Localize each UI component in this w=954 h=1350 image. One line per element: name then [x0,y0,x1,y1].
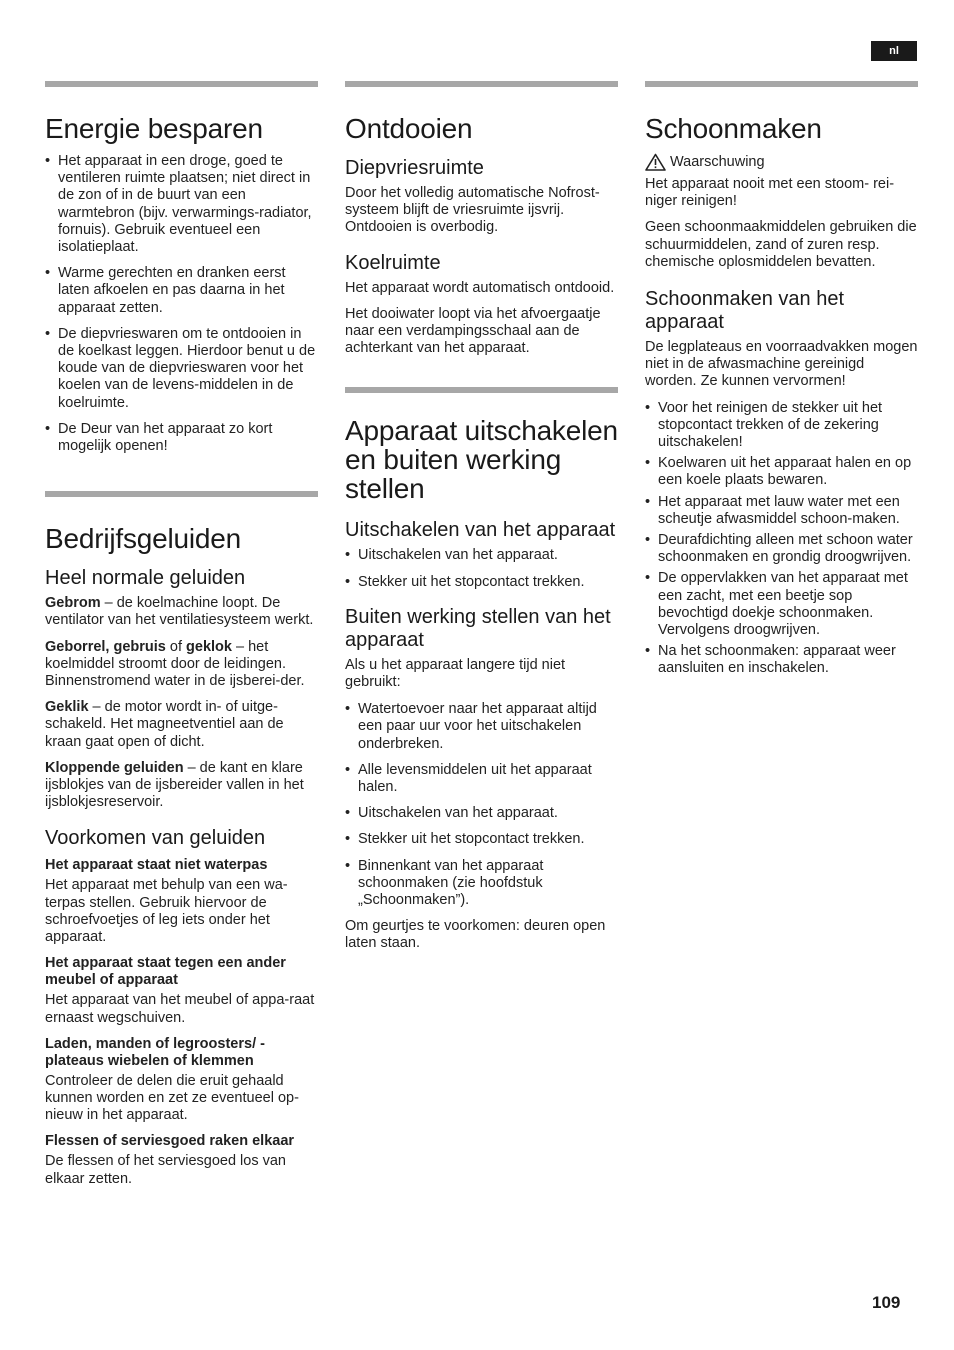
page-number: 109 [872,1293,901,1312]
list-item: • De diepvrieswaren om te ontdooien in de koelkast leggen. Hierdoor benut u de koude van de diepvrieswaren voor het koelen van de levens-middelen in de koelruimte. [45,326,318,412]
list-item: • Het apparaat met lauw water met een scheutje afwasmiddel schoon-maken. [645,494,918,528]
paragraph: Als u het apparaat langere tijd niet gebruikt: [345,656,566,691]
clean-list [645,400,918,678]
paragraph: Het apparaat van het meubel of appa-raat ernaast wegschuiven. [45,992,315,1026]
heading-energie-besparen: Energie besparen [45,113,263,144]
subheading-koelruimte: Koelruimte [345,251,441,274]
list-item: • Stekker uit het stopcontact trekken. [345,831,618,848]
term-gebrom: Gebrom [45,595,101,612]
text: – de kant en klare ijsblokjes van de ijsbereider vallen in het ijsblokjesreservoir. [45,759,304,811]
list-item: • Binnenkant van het apparaat schoonmaken (zie hoofdstuk „Schoonmaken”). [345,858,618,910]
subheading-heel-normale-geluiden: Heel normale geluiden [45,567,246,590]
paragraph: De legplateaus en voorraadvakken mogen niet in de afwasmachine gereinigd worden. Ze kunnen vervormen! [645,339,918,390]
energy-list [45,153,318,455]
warning-triangle-icon [645,153,666,171]
heading-ontdooien: Ontdooien [345,113,473,144]
text: – de koelmachine loopt. De ventilator van het ventilatiesysteem werkt. [45,595,314,629]
list-item: • Watertoevoer naar het apparaat altijd een paar uur voor het uitschakelen onderbreken. [345,701,618,753]
list-item: • Het apparaat in een droge, goed te ventileren ruimte plaatsen; niet direct in de zon of in de buurt van een warmtebron (bijv. verwarmings-radiator, fornuis). Gebruik eventueel een isolatieplaat. [45,153,318,256]
text: of [165,638,187,655]
paragraph: Door het volledig automatische Nofrost-systeem blijft de vriesruimte ijsvrij. Ontdooien is overbodig. [345,185,600,236]
term-geborrel: Geborrel, gebruis [45,638,166,655]
list-item: • Stekker uit het stopcontact trekken. [345,574,618,591]
term-kloppende-geluiden: Kloppende geluiden [45,759,184,776]
paragraph: Controleer de delen die eruit gehaald kunnen worden en zet ze eventueel op-nieuw in het apparaat. [45,1072,299,1124]
heading-bedrijfsgeluiden: Bedrijfsgeluiden [45,523,242,555]
column-left [45,81,318,1188]
paragraph: Het apparaat nooit met een stoom- rei-niger reinigen! [645,176,895,210]
section-rule [645,81,918,87]
paragraph: Het dooiwater loopt via het afvoergaatje naar een verdampingsschaal aan de achterkant van het apparaat. [345,305,601,357]
heading-schoonmaken: Schoonmaken [645,113,822,144]
column-middle [345,81,618,953]
subheading-voorkomen-van-geluiden: Voorkomen van geluiden [45,827,266,850]
paragraph: Het apparaat met behulp van een wa-terpas stellen. Gebruik hiervoor de schroefvoetjes of leg iets onder het apparaat. [45,877,288,946]
subheading-schoonmaken-van-het-apparaat: Schoonmaken van het apparaat [645,288,845,334]
paragraph: Om geurtjes te voorkomen: deuren open laten staan. [345,918,606,952]
section-rule [45,81,318,87]
list-item: • Deurafdichting alleen met schoon water schoonmaken en grondig droogwrijven. [645,532,918,566]
term-geklok: geklok [186,638,232,655]
warning-label: Waarschuwing [670,153,765,170]
paragraph-kloppende-geluiden [45,760,318,812]
subheading-laden-wiebelen: Laden, manden of legroosters/ -plateaus wiebelen of klemmen [45,1035,265,1069]
paragraph-gebrom [45,595,318,629]
subheading-tegen-ander-meubel: Het apparaat staat tegen een ander meubel of apparaat [45,955,286,989]
language-tag: nl [871,41,917,61]
list-item: • Voor het reinigen de stekker uit het stopcontact trekken of de zekering uitschakelen! [645,400,918,452]
list-item: • De Deur van het apparaat zo kort mogelijk openen! [45,421,318,455]
paragraph-geborrel [45,639,318,691]
paragraph: Geen schoonmaakmiddelen gebruiken die schuurmiddelen, zand of zuren resp. chemische oplosmiddelen bevatten. [645,219,917,270]
list-item: • Alle levensmiddelen uit het apparaat halen. [345,762,618,796]
out-list [345,701,618,909]
section-rule [345,81,618,87]
text: – de motor wordt in- of uitge-schakeld. Het magneetventiel aan de kraan gaat open of dicht. [45,699,284,750]
list-item: • Uitschakelen van het apparaat. [345,547,618,564]
heading-apparaat-uitschakelen: Apparaat uitschakelen en buiten werking stellen [345,415,618,505]
list-item: • Na het schoonmaken: apparaat weer aansluiten en inschakelen. [645,643,918,677]
subheading-flessen-raken-elkaar: Flessen of serviesgoed raken elkaar [45,1133,295,1150]
list-item: • Warme gerechten en dranken eerst laten afkoelen en pas daarna in het apparaat zetten. [45,265,318,317]
section-rule [345,387,618,393]
text: – het koelmiddel stroomt door de leidingen. Binnenstromend water in de ijsberei-der. [45,638,305,690]
paragraph-geklik [45,699,318,751]
off-list [345,547,618,590]
list-item: • De oppervlakken van het apparaat met een zacht, met een beetje sop bevochtigd doekje schoonmaken. Vervolgens droogwrijven. [645,570,918,639]
subheading-uitschakelen: Uitschakelen van het apparaat [345,519,616,542]
subheading-diepvriesruimte: Diepvriesruimte [345,157,484,179]
column-right [645,81,918,678]
paragraph: De flessen of het serviesgoed los van elkaar zetten. [45,1153,286,1187]
subheading-niet-waterpas: Het apparaat staat niet waterpas [45,857,268,874]
subheading-buiten-werking: Buiten werking stellen van het apparaat [345,605,611,651]
list-item: • Uitschakelen van het apparaat. [345,805,618,822]
section-rule [45,491,318,497]
paragraph: Het apparaat wordt automatisch ontdooid. [345,279,615,296]
list-item: • Koelwaren uit het apparaat halen en op een koele plaats bewaren. [645,455,918,489]
term-geklik: Geklik [45,699,89,716]
warning-line [645,153,918,171]
